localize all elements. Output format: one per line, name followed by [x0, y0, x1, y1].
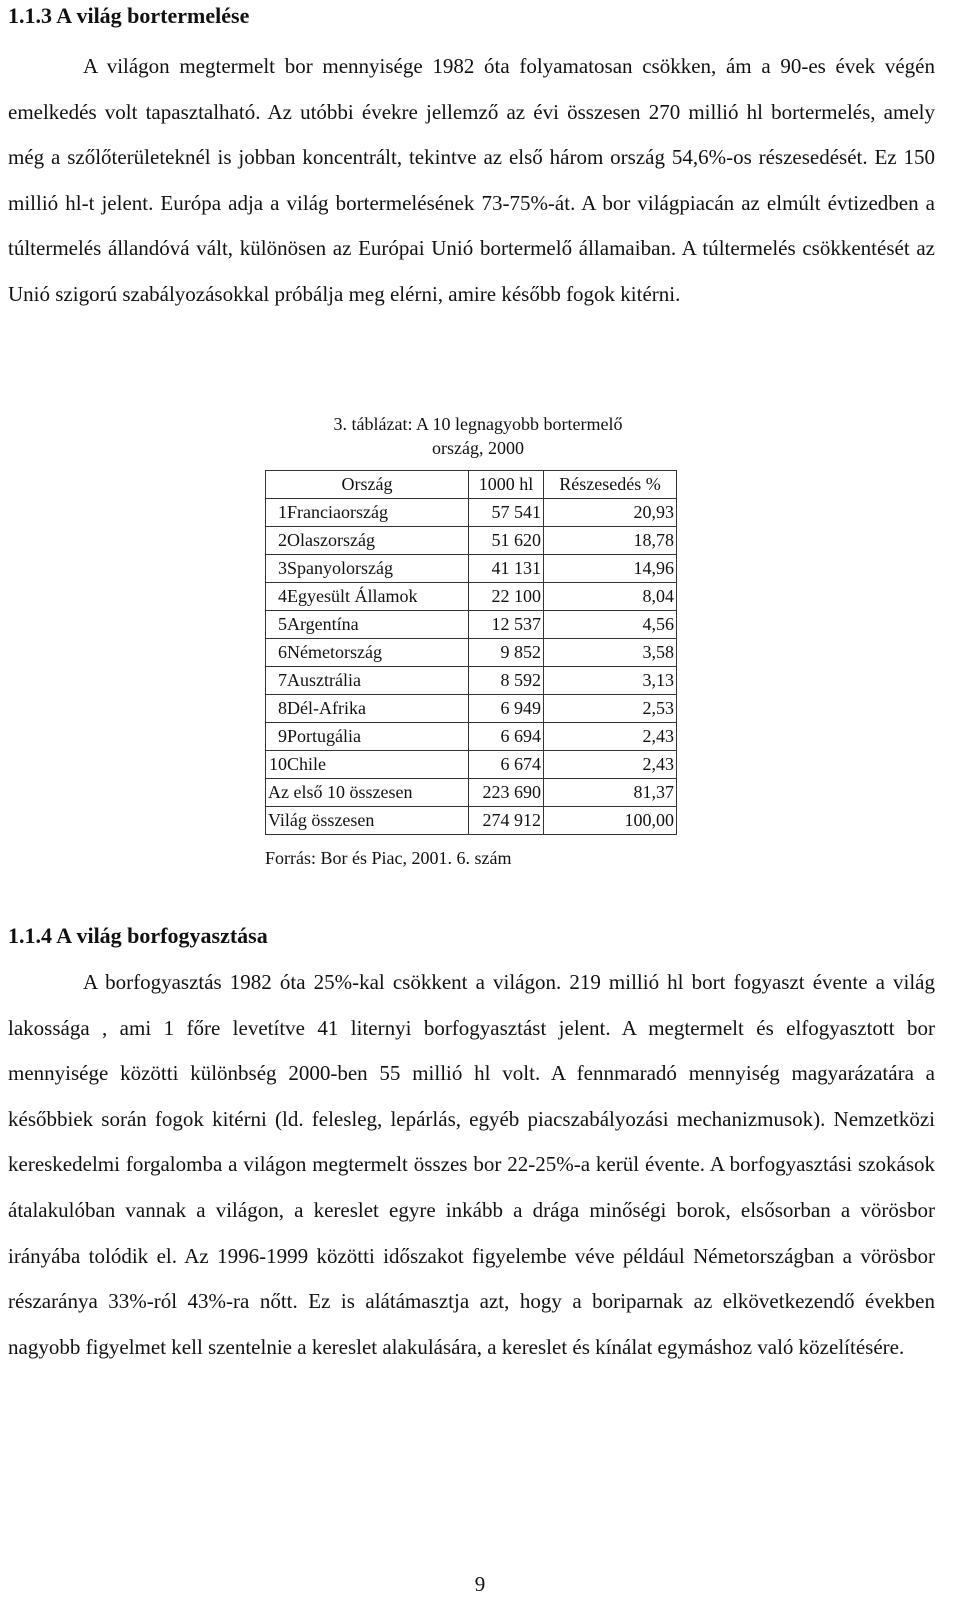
cell-share: 4,56	[544, 611, 677, 639]
cell-share: 2,43	[544, 723, 677, 751]
cell-volume: 57 541	[469, 499, 544, 527]
cell-volume: 41 131	[469, 555, 544, 583]
section-heading-wine-production: 1.1.3 A világ bortermelése	[8, 3, 250, 28]
cell-rank: 10	[269, 754, 287, 774]
cell-rank: 5	[278, 614, 287, 634]
cell-country	[266, 611, 469, 639]
cell-country-name: Németország	[287, 642, 382, 662]
cell-volume: 22 100	[469, 583, 544, 611]
table-row	[266, 751, 677, 779]
cell-total-share: 100,00	[544, 807, 677, 835]
wine-producers-table	[265, 470, 677, 835]
cell-volume: 8 592	[469, 667, 544, 695]
cell-rank: 9	[278, 726, 287, 746]
table-caption	[268, 412, 688, 460]
cell-country	[266, 555, 469, 583]
cell-volume: 9 852	[469, 639, 544, 667]
cell-rank: 4	[278, 586, 287, 606]
header-volume: 1000 hl	[469, 471, 544, 499]
cell-volume: 12 537	[469, 611, 544, 639]
cell-country-name: Olaszország	[287, 530, 375, 550]
cell-volume: 6 674	[469, 751, 544, 779]
table-header-row	[266, 471, 677, 499]
paragraph-text: A világon megtermelt bor mennyisége 1982 óta folyamatosan csökken, ám a 90-es évek végén emelkedés volt tapasztalható. Az utóbbi évekre jellemző az évi összesen 270 millió hl bortermelés, amely még a szőlőterületeknél is jobban koncentrált, tekintve az első három ország 54,6%-os részesedését. Ez 150 millió hl-t jelent. Európa adja a világ bortermelésének 73-75%-át. A bor világpiacán az elmúlt évtizedben a túltermelés állandóvá vált, különösen az Európai Unió bortermelő államaiban. A túltermelés csökkentését az Unió szigorú szabályozásokkal próbálja meg elérni, amire később fogok kitérni.	[8, 54, 935, 306]
page-number: 9	[474, 1572, 486, 1596]
cell-share: 2,43	[544, 751, 677, 779]
cell-total-label: Az első 10 összesen	[266, 779, 469, 807]
table-caption-line-1: 3. táblázat: A 10 legnagyobb bortermelő	[333, 414, 623, 434]
cell-country	[266, 723, 469, 751]
cell-country-name: Chile	[287, 754, 326, 774]
cell-volume: 51 620	[469, 527, 544, 555]
table-row	[266, 583, 677, 611]
cell-share: 2,53	[544, 695, 677, 723]
table-row	[266, 611, 677, 639]
cell-rank: 3	[278, 558, 287, 578]
cell-country-name: Argentína	[287, 614, 359, 634]
cell-country-name: Ausztrália	[287, 670, 361, 690]
table-row	[266, 639, 677, 667]
cell-rank: 6	[278, 642, 287, 662]
cell-share: 3,58	[544, 639, 677, 667]
table-row	[266, 723, 677, 751]
cell-share: 14,96	[544, 555, 677, 583]
cell-volume: 6 949	[469, 695, 544, 723]
cell-total-volume: 274 912	[469, 807, 544, 835]
table-row	[266, 667, 677, 695]
cell-rank: 1	[278, 502, 287, 522]
cell-country-name: Franciaország	[287, 502, 388, 522]
table-row	[266, 499, 677, 527]
cell-country-name: Spanyolország	[287, 558, 393, 578]
header-country: Ország	[266, 471, 469, 499]
paragraph-text: A borfogyasztás 1982 óta 25%-kal csökkent a világon. 219 millió hl bort fogyaszt évente a világ lakossága , ami 1 főre levetítve 41 liternyi borfogyasztást jelent. A megtermelt és elfogyasztott bor mennyisége közötti különbség 2000-ben 55 millió hl volt. A fennmaradó mennyiség magyarázatára a későbbiek során fogok kitérni (ld. felesleg, lepárlás, egyéb piacszabályozási mechanizmusok). Nemzetközi kereskedelmi forgalomba a világon megtermelt összes bor 22-25%-a kerül évente. A borfogyasztási szokások átalakulóban vannak a világon, a kereslet egyre inkább a drága minőségi borok, elsősorban a vörösbor irányába tolódik el. Az 1996-1999 közötti időszakot figyelembe véve például Németországban a vörösbor részaránya 33%-ról 43%-ra nőtt. Ez is alátámasztja azt, hogy a boriparnak az elkövetkezendő években nagyobb figyelmet kell szentelnie a kereslet alakulására, a kereslet és kínálat egymáshoz való közelítésére.	[8, 970, 935, 1359]
cell-rank: 7	[278, 670, 287, 690]
cell-country-name: Egyesült Államok	[287, 586, 418, 606]
cell-volume: 6 694	[469, 723, 544, 751]
cell-total-label: Világ összesen	[266, 807, 469, 835]
cell-country	[266, 527, 469, 555]
cell-country	[266, 751, 469, 779]
table-row	[266, 527, 677, 555]
cell-country	[266, 695, 469, 723]
header-share: Részesedés %	[544, 471, 677, 499]
cell-share: 18,78	[544, 527, 677, 555]
table-total-row	[266, 807, 677, 835]
table-caption-line-2: ország, 2000	[432, 438, 524, 458]
table-row	[266, 555, 677, 583]
table-row	[266, 695, 677, 723]
cell-country-name: Portugália	[287, 726, 361, 746]
cell-share: 20,93	[544, 499, 677, 527]
cell-country	[266, 583, 469, 611]
paragraph-wine-production	[8, 44, 935, 318]
cell-rank: 2	[278, 530, 287, 550]
cell-country	[266, 499, 469, 527]
cell-country-name: Dél-Afrika	[287, 698, 366, 718]
table-body	[266, 499, 677, 835]
cell-total-share: 81,37	[544, 779, 677, 807]
cell-rank: 8	[278, 698, 287, 718]
table-total-row	[266, 779, 677, 807]
cell-country	[266, 639, 469, 667]
cell-share: 8,04	[544, 583, 677, 611]
section-heading-wine-consumption: 1.1.4 A világ borfogyasztása	[8, 923, 268, 948]
table-source: Forrás: Bor és Piac, 2001. 6. szám	[265, 848, 512, 868]
paragraph-wine-consumption	[8, 960, 935, 1370]
cell-share: 3,13	[544, 667, 677, 695]
cell-country	[266, 667, 469, 695]
cell-total-volume: 223 690	[469, 779, 544, 807]
